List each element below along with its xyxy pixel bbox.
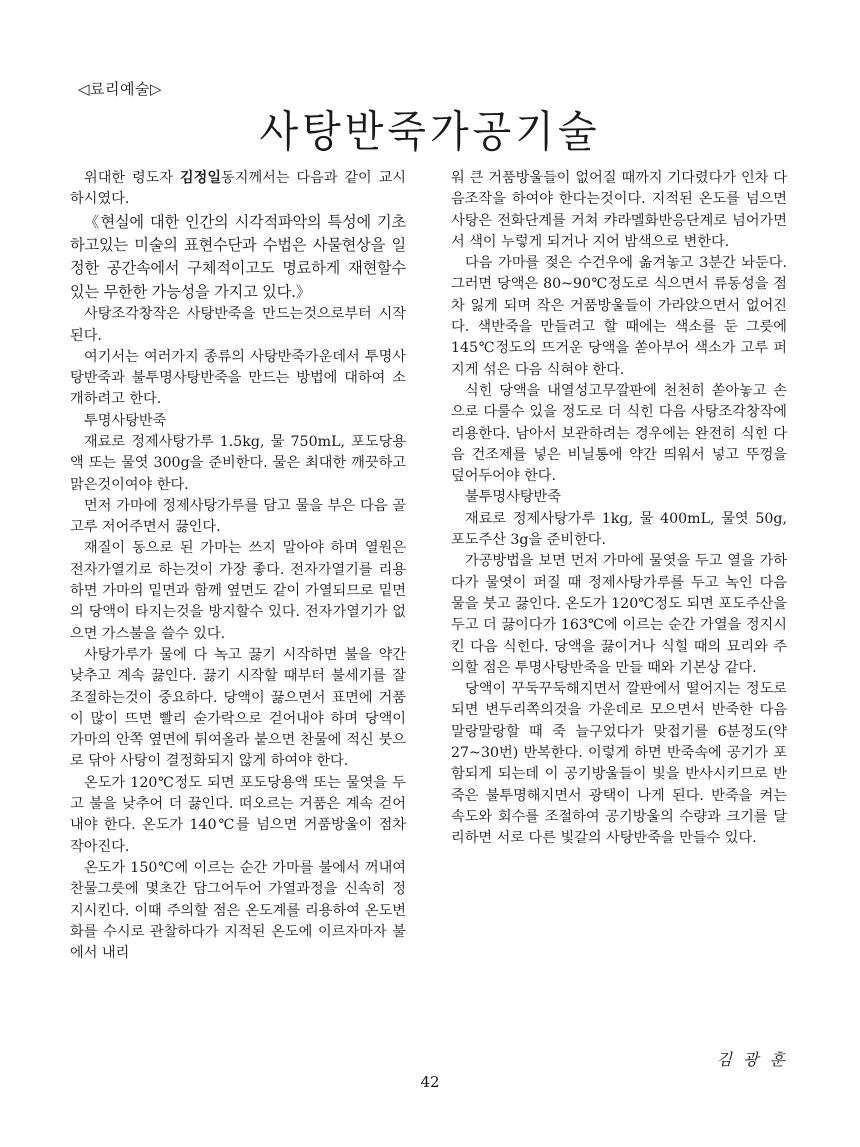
body-paragraph: 당액이 꾸둑꾸둑해지면서 깔판에서 떨어지는 정도로 되면 변두리쪽의것을 가운데로 모으면서 반죽한 다음 말랑말랑할 때 죽 늘구었다가 맞접기를 6분정도(약 27~30번) 반복한다. 이렇게 하면 반죽속에 공기가 포함되게 되는데 이 공기방울들이 빛을 반사시키므로 반죽은 불투명해지면서 광택이 나게 된다. 반죽을 켜는 속도와 회수를 조절하여 공기방울의 수량과 크기를 달리하면 서로 다른 빛갈의 사탕반죽을 만들수 있다. [451,681,787,847]
right-column [451,168,787,850]
body-paragraph: 재료로 정제사탕가루 1.5kg, 물 750mL, 포도당용액 또는 물엿 300g을 준비한다. 물은 최대한 깨끗하고 맑은것이여야 한다. [70,434,406,493]
quote-paragraph: 《현실에 대한 인간의 시각적파악의 특성에 기초하고있는 미술의 표현수단과 수법은 사물현상을 일정한 공간속에서 구체적이고도 명료하게 재현할수 있는 무한한 가능성을 가지고 있다.》 [70,212,406,301]
author-byline: 김 광 훈 [716,1050,788,1069]
body-paragraph: 재료로 정제사탕가루 1kg, 물 400mL, 물엿 50g, 포도주산 3g을 준비한다. [451,510,787,549]
body-paragraph: 사탕조각창작은 사탕반죽을 만드는것으로부터 시작된다. [70,306,406,344]
body-paragraph: 사탕가루가 물에 다 녹고 끓기 시작하면 불을 약간 낮추고 계속 끓인다. 끓기 시작할 때부터 불세기를 잘 조절하는것이 중요하다. 당액이 끓으면서 표면에 거품이 많이 뜨면 빨리 숟가락으로 걷어내야 하며 당액이 가마의 안쪽 옆면에 튀여올라 붙으면 찬물에 적신 붓으로 닦아 사탕이 결정화되지 않게 하여야 한다. [70,646,406,770]
body-paragraph: 가공방법을 보면 먼저 가마에 물엿을 두고 열을 가하다가 물엿이 퍼질 때 정제사탕가루를 두고 녹인 다음 물을 붓고 끓인다. 온도가 120℃정도 되면 포도주산을 두고 더 끓이다가 163℃에 이르는 순간 가열을 정지시킨 다음 식힌다. 당액을 끓이거나 식힐 때의 묘리와 주의할 점은 투명사탕반죽을 만들 때와 기본상 같다. [451,553,787,676]
body-paragraph: 먼저 가마에 정제사탕가루를 담고 물을 부은 다음 골고루 저어주면서 끓인다. [70,497,406,536]
body-paragraph: 다음 가마를 젖은 수건우에 옮겨놓고 3분간 놔둔다. 그러면 당액은 80~90℃정도로 식으면서 류동성을 점차 잃게 되며 작은 거품방울들이 가라앉으면서 없어진다. 색반죽을 만들려고 할 때에는 색소를 둔 그릇에 145℃정도의 뜨거운 당액을 쏟아부어 색소가 고루 퍼지게 섞은 다음 식혀야 한다. [451,255,787,378]
section-tag: ◁료리예술▷ [78,80,163,98]
body-paragraph: 식힌 당액을 내열성고무깔판에 천천히 쏟아놓고 손으로 다룰수 있을 정도로 더 식힌 다음 사탕조각창작에 리용한다. 남아서 보관하려는 경우에는 완전히 식힌 다음 건조제를 넣은 비닐통에 약간 띄워서 넣고 뚜껑을 덮어두어야 한다. [451,382,787,485]
intro-text-b: 동지께서는 다음과 같이 교시하시였다. [70,170,406,208]
intro-text-a: 위대한 령도자 [84,170,180,186]
page-number: 42 [420,1073,440,1091]
article-title: 사탕반죽가공기술 [259,107,601,158]
intro-paragraph [70,168,406,211]
subheading-transparent: 투명사탕반죽 [84,412,167,429]
body-paragraph: 워 큰 거품방울들이 없어질 때까지 기다렸다가 인차 다음조작을 하여야 한다는것이다. 지적된 온도를 넘으면 사탕은 전화단계를 거쳐 캬라멜화반응단계로 넘어가면서 색이 누렇게 되거나 지어 밤색으로 변한다. [451,170,787,250]
body-paragraph: 여기서는 여러가지 종류의 사탕반죽가운데서 투명사탕반죽과 불투명사탕반죽을 만드는 방법에 대하여 소개하려고 한다. [70,348,406,408]
body-paragraph: 온도가 120℃정도 되면 포도당용액 또는 물엿을 두고 불을 낮추어 더 끓인다. 떠오르는 거품은 계속 걷어내야 한다. 온도가 140℃를 넘으면 거품방울이 점차 작아진다. [70,774,406,855]
left-column [70,168,406,964]
body-paragraph: 온도가 150℃에 이르는 순간 가마를 불에서 꺼내여 찬물그릇에 몇초간 담그어두어 가열과정을 신속히 정지시킨다. 이때 주의할 점은 온도계를 리용하여 온도변화를 수시로 관찰하다가 지적된 온도에 이르자마자 불에서 내리 [70,859,406,962]
body-paragraph: 재질이 동으로 된 가마는 쓰지 말아야 하며 열원은 전자가열기로 하는것이 가장 좋다. 전자가열기를 리용하면 가마의 밑면과 함께 옆면도 같이 가열되므로 밑면의 당액이 타지는것을 방지할수 있다. 전자가열기가 없으면 가스불을 쓸수 있다. [70,540,406,642]
subheading-opaque: 불투명사탕반죽 [465,489,561,506]
leader-name: 김정일 [179,170,222,186]
